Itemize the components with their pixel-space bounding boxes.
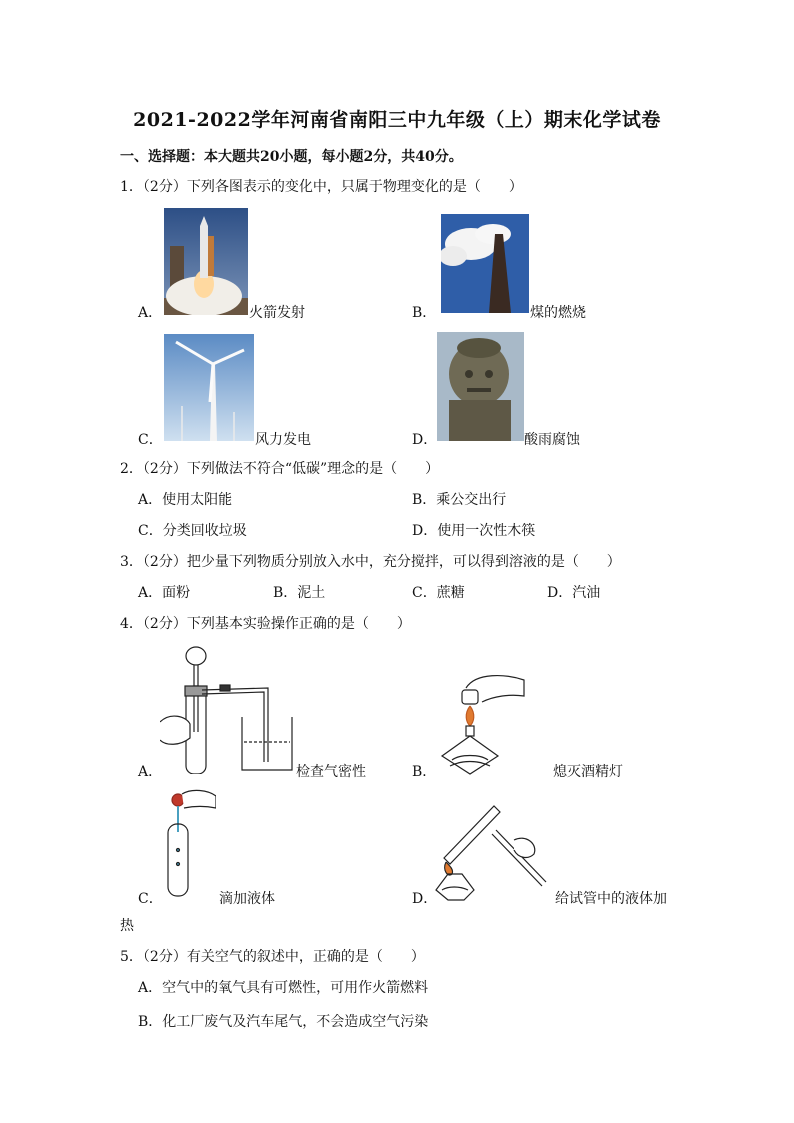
question-5-stem: 5．（2分）有关空气的叙述中，正确的是（ ） <box>120 949 425 965</box>
rocket-launch-photo <box>164 208 248 315</box>
coal-burning-photo <box>441 214 529 313</box>
q4-option-c-caption: 滴加液体 <box>219 891 275 907</box>
question-3-stem: 3．（2分）把少量下列物质分别放入水中，充分搅拌，可以得到溶液的是（ ） <box>120 554 621 570</box>
q2-option-b[interactable]: B．乘公交出行 <box>412 492 507 508</box>
question-2-stem: 2．（2分）下列做法不符合“低碳”理念的是（ ） <box>120 461 440 477</box>
wind-turbine-photo <box>164 334 254 441</box>
q1-option-d-letter[interactable]: D． <box>412 432 438 448</box>
extinguish-alcohol-lamp-diagram <box>436 670 526 776</box>
q2-option-c[interactable]: C．分类回收垃圾 <box>138 523 247 539</box>
question-1-stem: 1．（2分）下列各图表示的变化中，只属于物理变化的是（ ） <box>120 179 523 195</box>
q4-option-d-caption-wrap: 热 <box>120 918 134 934</box>
q5-option-a[interactable]: A．空气中的氧气具有可燃性，可用作火箭燃料 <box>138 980 429 996</box>
q4-option-b-caption: 熄灭酒精灯 <box>553 764 623 780</box>
q4-option-c-letter[interactable]: C． <box>138 891 163 907</box>
q4-option-a-caption: 检查气密性 <box>296 764 366 780</box>
question-4-stem: 4．（2分）下列基本实验操作正确的是（ ） <box>120 616 411 632</box>
q3-option-b[interactable]: B．泥土 <box>273 585 326 601</box>
exam-title: 2021-2022学年河南省南阳三中九年级（上）期末化学试卷 <box>133 109 661 131</box>
q4-option-b-letter[interactable]: B． <box>412 764 437 780</box>
q1-option-c-caption: 风力发电 <box>255 432 311 448</box>
q3-option-d[interactable]: D．汽油 <box>547 585 601 601</box>
q4-option-d-letter[interactable]: D． <box>412 891 438 907</box>
q2-option-d[interactable]: D．使用一次性木筷 <box>412 523 536 539</box>
q1-option-b-letter[interactable]: B． <box>412 305 437 321</box>
heating-test-tube-diagram <box>434 800 552 904</box>
q1-option-a-letter[interactable]: A． <box>138 305 163 321</box>
q5-option-b[interactable]: B．化工厂废气及汽车尾气，不会造成空气污染 <box>138 1014 429 1030</box>
q1-option-b-caption: 煤的燃烧 <box>530 305 586 321</box>
q4-option-a-letter[interactable]: A． <box>138 764 163 780</box>
section-heading: 一、选择题：本大题共20小题，每小题2分，共40分。 <box>120 149 463 165</box>
dropping-liquid-diagram <box>160 786 216 898</box>
q1-option-a-caption: 火箭发射 <box>249 305 305 321</box>
q4-option-d-caption: 给试管中的液体加 <box>555 891 667 907</box>
airtightness-check-diagram <box>160 642 295 774</box>
q3-option-a[interactable]: A．面粉 <box>138 585 191 601</box>
q1-option-d-caption: 酸雨腐蚀 <box>524 432 580 448</box>
q1-option-c-letter[interactable]: C． <box>138 432 163 448</box>
q2-option-a[interactable]: A．使用太阳能 <box>138 492 233 508</box>
acid-rain-statue-photo <box>437 332 524 441</box>
q3-option-c[interactable]: C．蔗糖 <box>412 585 465 601</box>
